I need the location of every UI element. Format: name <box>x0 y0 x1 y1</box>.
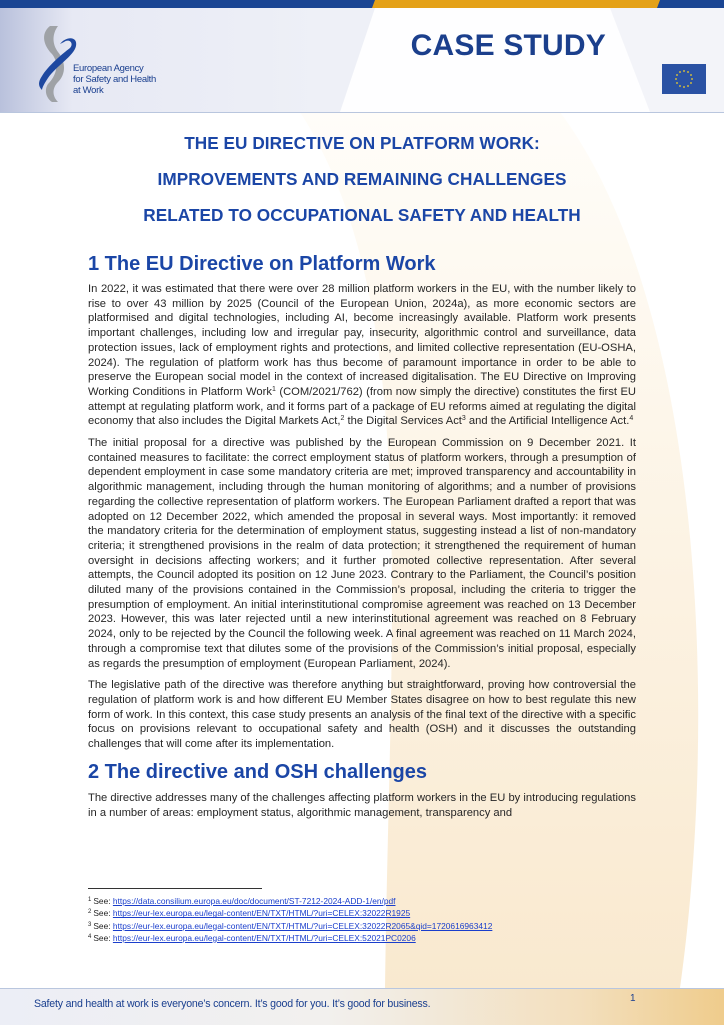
page-number: 1 <box>630 993 636 1004</box>
footnote-ref[interactable]: 3 <box>461 415 466 423</box>
document-type-label: CASE STUDY <box>410 29 606 62</box>
paragraph-text: (COM/2021/762) (from now simply the directive) constitutes the first EU attempt at regulating platform work, and it forms part of a package of EU reforms aimed at regulating the digital economy that also includes the Digital Markets Act, <box>88 385 636 428</box>
eu-flag-icon <box>662 64 706 94</box>
footnote-prefix: See: <box>93 920 113 931</box>
document-body <box>88 118 636 827</box>
paragraph <box>88 282 636 429</box>
paragraph-text: and the Artificial Intelligence Act. <box>465 415 630 428</box>
agency-name <box>73 63 156 96</box>
footnote-prefix: See: <box>93 908 113 919</box>
footnote-number: 3 <box>88 921 92 928</box>
paragraph-text: In 2022, it was estimated that there were over 28 million platform workers in the EU, with the number likely to rise to over 43 million by 2025 (Council of the European Union, 2024a), as more economic sectors are platformised and digital technologies, including AI, become increasingly available. Platform work presents important challenges, including low and irregular pay, insecurity, algorithmic control and surveillance, data protection issues, lack of employment rights and protections, and limited collective representation (EU-OSHA, 2024). The regulation of platform work has thus become of paramount importance in order to be able to preserve the European social model in the context of increased digitalisation. The EU Directive on Improving Working Conditions in Platform Work <box>88 283 636 398</box>
footnote-number: 1 <box>88 897 92 903</box>
document-title <box>88 125 636 233</box>
footnote <box>88 907 492 919</box>
footnote <box>88 932 492 944</box>
title-line: IMPROVEMENTS AND REMAINING CHALLENGES <box>157 169 567 189</box>
section-heading: 2 The directive and OSH challenges <box>88 760 428 783</box>
footnote-prefix: See: <box>93 932 113 943</box>
top-color-bar <box>0 0 724 8</box>
title-line: RELATED TO OCCUPATIONAL SAFETY AND HEALTH <box>143 205 581 225</box>
paragraph-text: the Digital Services Act <box>344 415 462 428</box>
footnote-prefix: See: <box>93 896 113 906</box>
footnote-ref[interactable]: 2 <box>340 415 345 423</box>
footnote-link[interactable]: https://eur-lex.europa.eu/legal-content/EN/TXT/HTML/?uri=CELEX:52021PC0206 <box>112 932 416 943</box>
footnote-ref[interactable]: 4 <box>629 415 634 423</box>
paragraph: The directive addresses many of the challenges affecting platform workers in the EU by introducing regulations in a number of areas: employment status, algorithmic management, transparency and <box>88 791 636 819</box>
agency-name-line: for Safety and Health <box>73 74 156 85</box>
agency-name-line: at Work <box>73 85 104 96</box>
title-line: THE EU DIRECTIVE ON PLATFORM WORK: <box>184 133 540 153</box>
footnote-divider <box>88 888 262 889</box>
footnotes <box>88 895 492 944</box>
footer-slogan: Safety and health at work is everyone’s concern. It’s good for you. It’s good for business. <box>34 998 431 1010</box>
agency-name-line: European Agency <box>73 63 144 74</box>
footnote-link[interactable]: https://eur-lex.europa.eu/legal-content/EN/TXT/HTML/?uri=CELEX:32022R2065&qid=1720616963412 <box>112 920 493 931</box>
footnote-number: 2 <box>88 909 92 916</box>
footnote <box>88 895 492 907</box>
section-heading: 1 The EU Directive on Platform Work <box>88 253 436 275</box>
footnote <box>88 920 492 932</box>
footnote-ref[interactable]: 1 <box>271 385 276 393</box>
paragraph: The legislative path of the directive was therefore anything but straightforward, proving how controversial the regulation of platform work is and how different EU Member States disagree on how to best regulate this new form of work. In this context, this case study presents an analysis of the final text of the directive with a specific focus on provisions relevant to occupational safety and health (OSH) and it discusses the outstanding challenges that will come after its implementation. <box>88 679 636 751</box>
paragraph: The initial proposal for a directive was published by the European Commission on 9 December 2021. It contained measures to facilitate: the correct employment status of platform workers, through a presumption of dependent employment in case some mandatory criteria are met; improved transparency and accountability in algorithmic management, including through the human monitoring of algorithms; and a number of provisions regarding the collective representation of platform workers. The European Parliament drafted a report that was adopted on 12 December 2022, which amended the proposal in several ways. Most importantly: it removed the mandatory criteria for the determination of employment status, suggesting instead a list of non-mandatory criteria; it strengthened provisions in the realm of data protection; it strengthened the requirement of human oversight in decisions affecting workers; and it further promoted collective representation. After several attempts, the Council adopted its position on 12 June 2023. Contrary to the Parliament, the Council’s position diluted many of the provisions contained in the Commission’s proposal, including the criteria to trigger the presumption of employment. An initial interinstitutional compromise agreement was reached on 13 December 2023. However, this was later rejected until a new interinstitutional agreement was reached on 8 February 2024, only to be rejected by the Council the following week. A final agreement was reached on 11 March 2024, through a compromise text that dilutes some of the provisions of the Commission’s initial proposal, especially as regards the presumption of employment (European Parliament, 2024). <box>88 437 636 670</box>
footnote-link[interactable]: https://eur-lex.europa.eu/legal-content/EN/TXT/HTML/?uri=CELEX:32022R1925 <box>112 908 411 919</box>
footnote-link[interactable]: https://data.consilium.europa.eu/doc/document/ST-7212-2024-ADD-1/en/pdf <box>112 896 396 906</box>
footnote-number: 4 <box>88 933 92 940</box>
